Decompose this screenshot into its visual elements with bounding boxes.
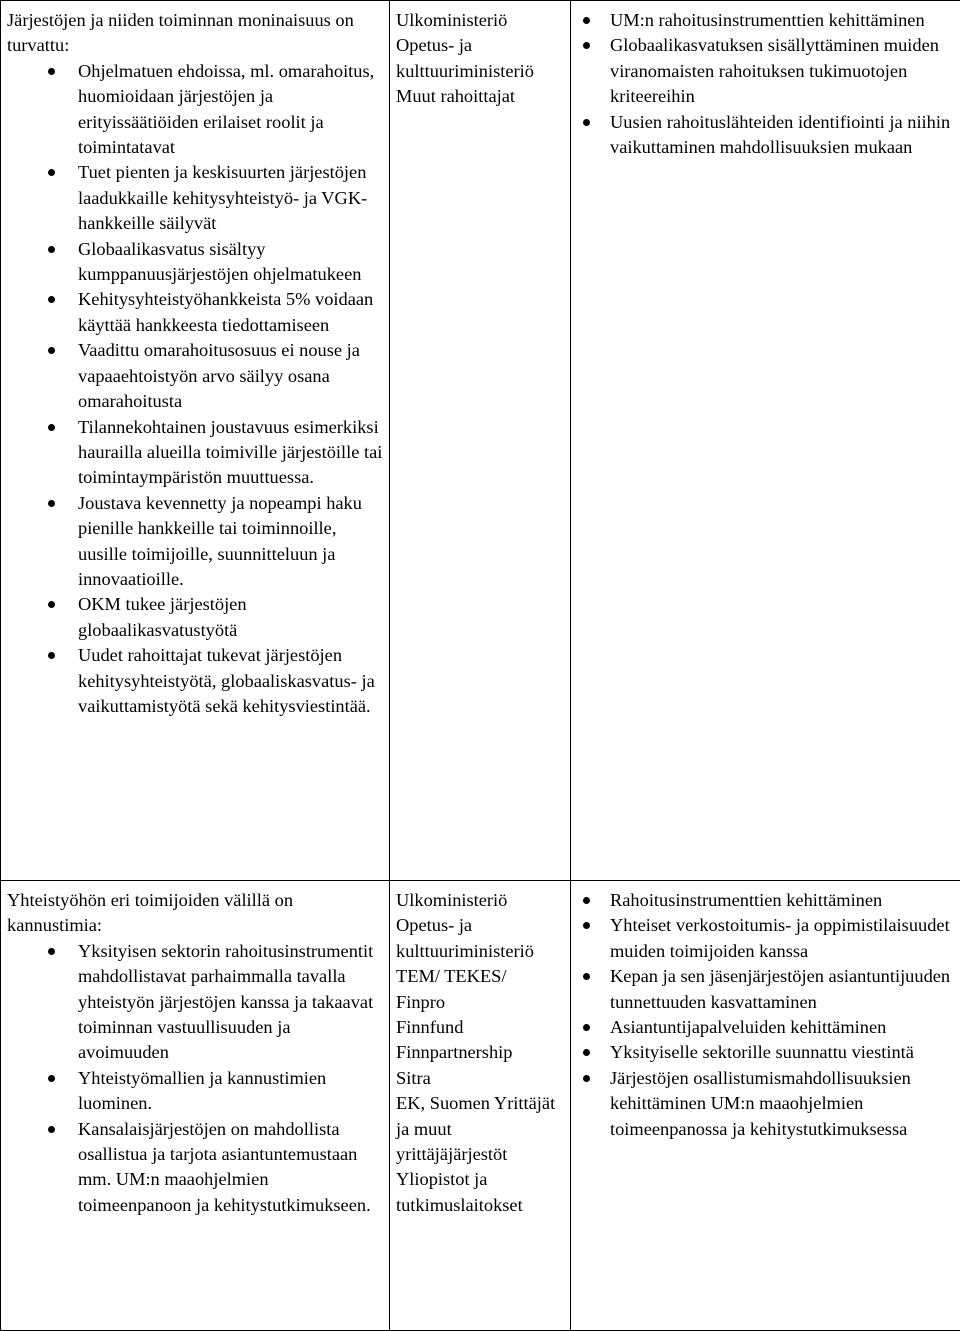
list-item: Uudet rahoittajat tukevat järjestöjen kehitysyhteistyötä, globaaliskasvatus- ja vaikuttamistyötä sekä kehitysviestintää.	[7, 643, 383, 719]
list-item: Järjestöjen osallistumismahdollisuuksien kehittäminen UM:n maaohjelmien toimeenpanossa ja kehitystutkimuksessa	[577, 1066, 954, 1142]
list-item: Kepan ja sen jäsenjärjestöjen asiantuntijuuden tunnettuuden kasvattaminen	[577, 964, 954, 1015]
actor-name: Ulkoministeriö	[396, 888, 564, 913]
goal-intro: Järjestöjen ja niiden toiminnan moninaisuus on turvattu:	[7, 8, 383, 59]
list-item: Tilannekohtainen joustavuus esimerkiksi haurailla alueilla toimiville järjestöille tai toimintaympäristön muuttuessa.	[7, 415, 383, 491]
actors-cell	[390, 1, 571, 881]
actor-name: Yliopistot ja tutkimuslaitokset	[396, 1167, 564, 1218]
measures-bullet-list	[577, 8, 954, 160]
actor-name: EK, Suomen Yrittäjät ja muut yrittäjäjärjestöt	[396, 1091, 564, 1167]
list-item: Yksityiselle sektorille suunnattu viestintä	[577, 1040, 954, 1065]
goal-bullet-list	[7, 59, 383, 720]
actor-name: TEM/ TEKES/	[396, 964, 564, 989]
list-item: UM:n rahoitusinstrumenttien kehittäminen	[577, 8, 954, 33]
actor-name: Opetus- ja kulttuuriministeriö	[396, 913, 564, 964]
actor-name: Finnfund	[396, 1015, 564, 1040]
list-item: Rahoitusinstrumenttien kehittäminen	[577, 888, 954, 913]
list-item: Vaadittu omarahoitusosuus ei nouse ja vapaaehtoistyön arvo säilyy osana omarahoitusta	[7, 338, 383, 414]
list-item: OKM tukee järjestöjen globaalikasvatustyötä	[7, 592, 383, 643]
list-item: Tuet pienten ja keskisuurten järjestöjen laadukkaille kehitysyhteistyö- ja VGK-hankkeille säilyvät	[7, 160, 383, 236]
list-item: Kansalaisjärjestöjen on mahdollista osallistua ja tarjota asiantuntemustaan mm. UM:n maaohjelmien toimeenpanoon ja kehitystutkimukseen.	[7, 1117, 383, 1219]
list-item: Globaalikasvatuksen sisällyttäminen muiden viranomaisten rahoituksen tukimuotojen kriteereihin	[577, 33, 954, 109]
goal-bullet-list	[7, 939, 383, 1218]
actor-name: Finpro	[396, 990, 564, 1015]
list-item: Ohjelmatuen ehdoissa, ml. omarahoitus, huomioidaan järjestöjen ja erityissäätiöiden erilaiset roolit ja toimintatavat	[7, 59, 383, 161]
list-item: Kehitysyhteistyöhankkeista 5% voidaan käyttää hankkeesta tiedottamiseen	[7, 287, 383, 338]
goal-cell	[1, 881, 390, 1331]
actors-cell	[390, 881, 571, 1331]
actor-name: Finnpartnership	[396, 1040, 564, 1065]
list-item: Yhteiset verkostoitumis- ja oppimistilaisuudet muiden toimijoiden kanssa	[577, 913, 954, 964]
measures-bullet-list	[577, 888, 954, 1142]
table-row	[1, 881, 960, 1331]
table-row	[1, 1, 960, 881]
list-item: Joustava kevennetty ja nopeampi haku pienille hankkeille tai toiminnoille, uusille toimijoille, suunnitteluun ja innovaatioille.	[7, 491, 383, 593]
actor-name: Ulkoministeriö	[396, 8, 564, 33]
list-item: Asiantuntijapalveluiden kehittäminen	[577, 1015, 954, 1040]
actor-name: Sitra	[396, 1066, 564, 1091]
measures-cell	[571, 881, 960, 1331]
list-item: Yhteistyömallien ja kannustimien luominen.	[7, 1066, 383, 1117]
goal-cell	[1, 1, 390, 881]
list-item: Globaalikasvatus sisältyy kumppanuusjärjestöjen ohjelmatukeen	[7, 237, 383, 288]
list-item: Uusien rahoituslähteiden identifiointi ja niihin vaikuttaminen mahdollisuuksien mukaan	[577, 110, 954, 161]
actor-name: Muut rahoittajat	[396, 84, 564, 109]
list-item: Yksityisen sektorin rahoitusinstrumentit mahdollistavat parhaimmalla tavalla yhteistyön järjestöjen kanssa ja takaavat toiminnan vastuullisuuden ja avoimuuden	[7, 939, 383, 1066]
goal-intro: Yhteistyöhön eri toimijoiden välillä on kannustimia:	[7, 888, 383, 939]
actor-name: Opetus- ja kulttuuriministeriö	[396, 33, 564, 84]
measures-cell	[571, 1, 960, 881]
